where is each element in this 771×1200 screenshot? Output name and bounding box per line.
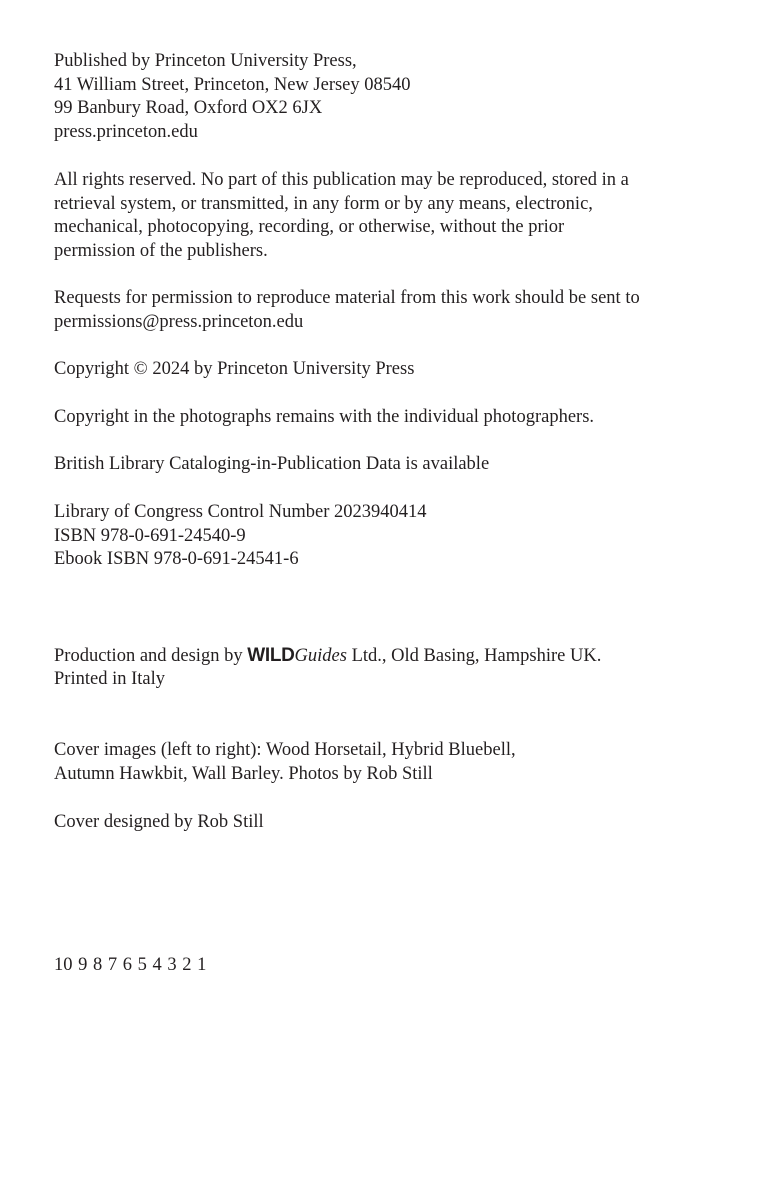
rights-line: All rights reserved. No part of this publication may be reproduced, stored in a (54, 170, 629, 190)
production-prefix: Production and design by (54, 646, 248, 666)
photo-copyright-line: Copyright in the photographs remains with the individual photographers. (54, 407, 595, 427)
rights-reserved-block (54, 169, 744, 264)
isbn: ISBN 978-0-691-24540-9 (54, 525, 246, 546)
publisher-website: press.princeton.edu (54, 122, 198, 143)
photo-copyright-block (54, 406, 744, 430)
printed-in-line: Printed in Italy (54, 668, 165, 689)
british-library-block (54, 453, 744, 477)
publisher-line: 99 Banbury Road, Oxford OX2 6JX (54, 98, 323, 119)
printing-number-line-block (54, 954, 744, 978)
printing-number-line: 10 9 8 7 6 5 4 3 2 1 (54, 955, 207, 975)
cover-images-block (54, 739, 744, 786)
loc-control-number: Library of Congress Control Number 2023940414 (54, 502, 427, 522)
rights-line: mechanical, photocopying, recording, or otherwise, without the prior (54, 217, 565, 238)
cover-images-line: Autumn Hawkbit, Wall Barley. Photos by Rob Still (54, 763, 433, 784)
cover-design-line: Cover designed by Rob Still (54, 812, 264, 832)
copyright-block (54, 358, 744, 382)
rights-line: retrieval system, or transmitted, in any form or by any means, electronic, (54, 193, 593, 214)
production-suffix: Ltd., Old Basing, Hampshire UK. (346, 646, 602, 666)
copyright-page (54, 0, 744, 1200)
permissions-line: Requests for permission to reproduce material from this work should be sent to (54, 288, 640, 308)
wildguides-logo-italic: Guides (294, 646, 347, 666)
production-line (54, 644, 744, 668)
publisher-line: Published by Princeton University Press, (54, 51, 357, 71)
publisher-address-block (54, 50, 744, 145)
wildguides-logo-bold: WILD (247, 645, 295, 666)
cover-images-line: Cover images (left to right): Wood Horsetail, Hybrid Bluebell, (54, 740, 516, 760)
permissions-email: permissions@press.princeton.edu (54, 311, 304, 332)
catalog-block (54, 501, 744, 572)
cover-design-block (54, 811, 744, 835)
rights-line: permission of the publishers. (54, 241, 268, 262)
permissions-block (54, 287, 744, 334)
ebook-isbn: Ebook ISBN 978-0-691-24541-6 (54, 549, 299, 570)
copyright-line: Copyright © 2024 by Princeton University Press (54, 359, 415, 379)
british-library-line: British Library Cataloging-in-Publication Data is available (54, 454, 490, 474)
publisher-line: 41 William Street, Princeton, New Jersey 08540 (54, 74, 411, 95)
production-block (54, 644, 744, 691)
